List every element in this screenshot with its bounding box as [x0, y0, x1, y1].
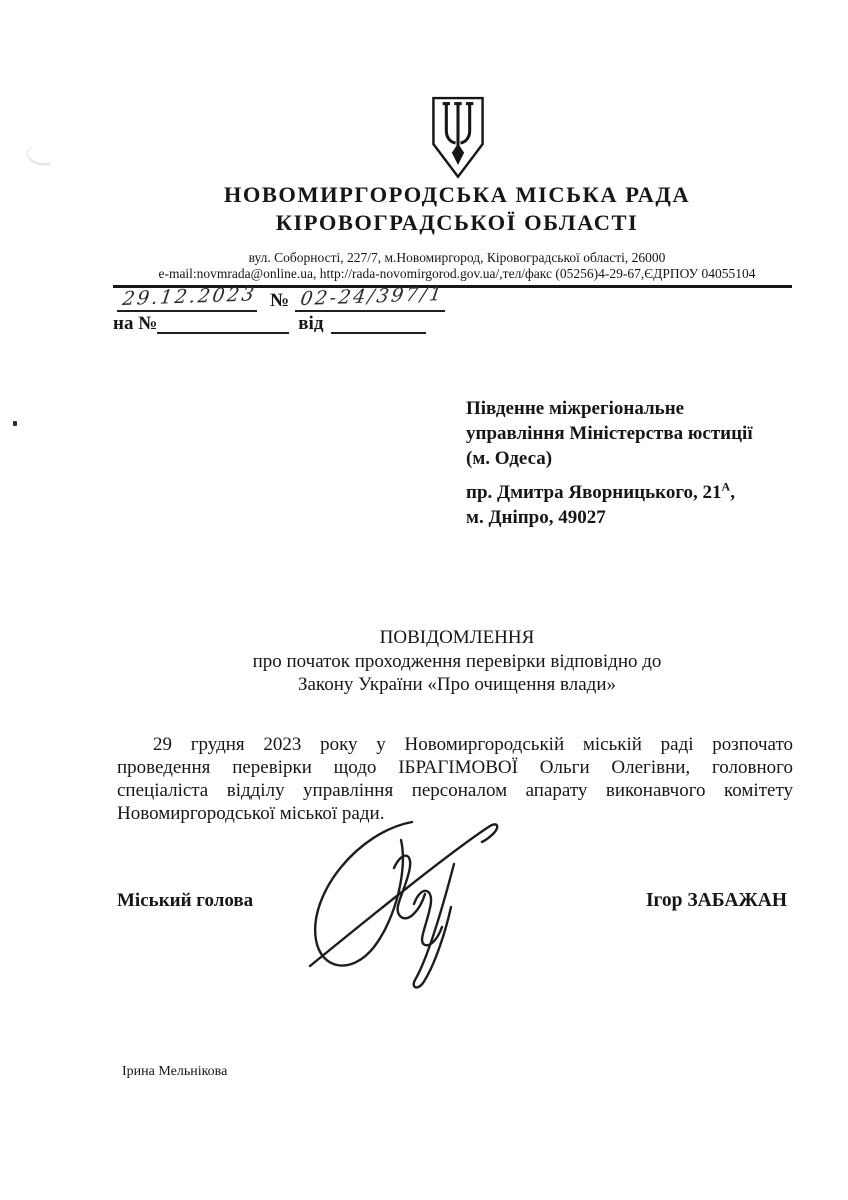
ukraine-trident-emblem-icon — [427, 95, 489, 181]
recipient-block — [466, 396, 786, 530]
document-title-line2: про початок проходження перевірки відповідно до — [252, 650, 662, 672]
reference-row-outgoing — [117, 282, 446, 312]
scan-artifact-squiggle — [24, 143, 58, 169]
recipient-city-line: м. Дніпро, 49027 — [466, 507, 606, 528]
body-line: Новомиргородської міської ради. — [117, 803, 385, 824]
handwritten-signature-icon — [294, 806, 508, 996]
recipient-street-main: пр. Дмитра Яворницького, 21 — [466, 482, 722, 503]
reply-from-label: від — [298, 313, 324, 334]
executor-name: Ірина Мельнікова — [122, 1064, 228, 1079]
reply-number-blank — [157, 312, 289, 334]
recipient-line2: управління Міністерства юстиції — [466, 423, 753, 444]
handwritten-number: 02-24/397/1 — [299, 282, 446, 310]
reply-from-blank — [331, 312, 426, 334]
org-contacts-line: e-mail:novmrada@online.ua, http://rada-novomirgorod.gov.ua/,тел/факс (05256)4-29-67,ЄДРПОУ 04055104 — [158, 266, 756, 281]
recipient-street-line — [466, 480, 786, 505]
reply-number-label: на № — [113, 313, 158, 334]
org-name-line1: НОВОМИРГОРОДСЬКА МІСЬКА РАДА — [223, 182, 691, 207]
document-title-block — [33, 626, 848, 697]
reference-row-reply — [113, 312, 426, 334]
number-sign-label: № — [270, 290, 290, 311]
body-line: проведення перевірки щодо ІБРАГІМОВОЇ Ольги Олегівни, головного — [117, 757, 793, 778]
outgoing-date-field — [117, 283, 258, 312]
recipient-street-comma: , — [730, 482, 735, 503]
org-address-line: вул. Соборності, 227/7, м.Новомиргород, Кіровоградської області, 26000 — [248, 250, 666, 265]
recipient-street-superscript: А — [721, 479, 731, 494]
recipient-line3: (м. Одеса) — [466, 448, 553, 469]
body-line: спеціаліста відділу управління персоналом апарату виконавчого комітету — [117, 780, 793, 801]
body-line: 29 грудня 2023 року у Новомиргородській міській раді розпочато — [153, 734, 793, 755]
document-title-line1: ПОВІДОМЛЕННЯ — [379, 627, 535, 648]
org-name-line2: КІРОВОГРАДСЬКОЇ ОБЛАСТІ — [275, 210, 639, 235]
document-title-line3: Закону України «Про очищення влади» — [297, 674, 616, 695]
signer-name: Ігор ЗАБАЖАН — [645, 890, 787, 911]
handwritten-date: 29.12.2023 — [121, 283, 258, 310]
scan-artifact-dot — [13, 421, 17, 426]
signer-position-title: Міський голова — [117, 890, 254, 911]
recipient-line1: Південне міжрегіональне — [466, 398, 685, 419]
outgoing-number-field — [295, 282, 446, 312]
